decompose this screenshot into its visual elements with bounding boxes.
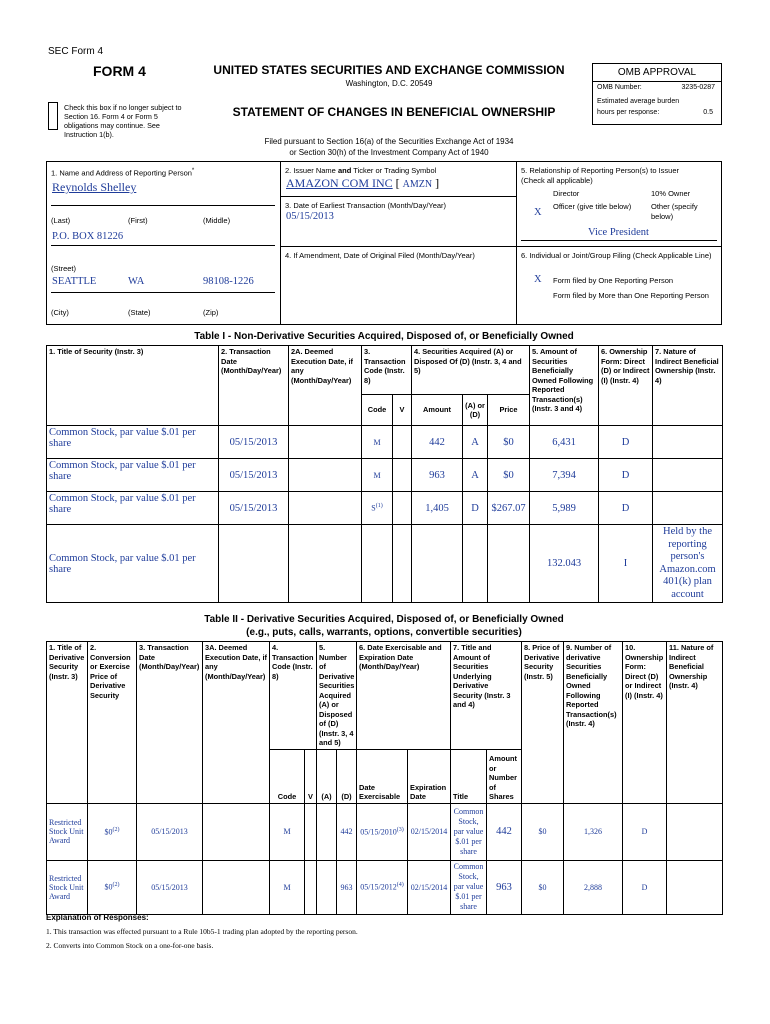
- nature-of-ownership: Held by the reporting person's Amazon.com 401(k) plan account: [653, 525, 723, 603]
- ownership-form: D: [623, 860, 667, 914]
- owned: 132.043: [530, 525, 599, 603]
- officer-title: Vice President: [588, 227, 649, 238]
- footnote-ref[interactable]: (1): [375, 503, 383, 510]
- explanation-title: Explanation of Responses:: [46, 913, 149, 922]
- transaction-date: 05/15/2013: [219, 426, 289, 459]
- omb-approval-box: [592, 63, 722, 125]
- omb-number-label: OMB Number:: [597, 84, 642, 91]
- conversion-price: $0$^{(2)}$: [88, 803, 137, 860]
- box5-label: 5. Relationship of Reporting Person(s) to Issuer (Check all applicable): [521, 166, 679, 185]
- agency-city: Washington, D.C. 20549: [345, 79, 433, 88]
- t2-h1: 1. Title of Derivative Security (Instr. 3): [47, 642, 88, 804]
- t2-h6: 6. Date Exercisable and Expiration Date (Month/Day/Year): [357, 642, 451, 750]
- t1-h7: 7. Nature of Indirect Beneficial Ownership (Instr. 4): [653, 346, 723, 426]
- derivative-title: Restricted Stock Unit Award: [47, 860, 88, 914]
- derivative-price: $0: [522, 860, 564, 914]
- a-or-d: A: [463, 459, 488, 492]
- t1-amount: Amount: [412, 395, 463, 426]
- expiration-date: 02/15/2014: [408, 860, 451, 914]
- derivative-price: $0: [522, 803, 564, 860]
- earliest-transaction-date: 05/15/2013: [286, 211, 334, 222]
- owned: 1,326: [564, 803, 623, 860]
- t1-aord: (A) or (D): [463, 395, 488, 426]
- transaction-date: 05/15/2013: [137, 860, 203, 914]
- conversion-price: $0$^{(2)}$: [88, 860, 137, 914]
- t2-h8: 8. Price of Derivative Security (Instr. 5): [522, 642, 564, 804]
- disposed-amount: 963: [337, 860, 357, 914]
- more-persons-label: Form filed by More than One Reporting Person: [553, 291, 709, 300]
- zip-value: 98108-1226: [203, 276, 254, 287]
- omb-number: 3235-0287: [681, 84, 715, 91]
- underlying-shares: 442: [487, 803, 522, 860]
- t1-price: Price: [488, 395, 530, 426]
- t1-v: V: [393, 395, 412, 426]
- t2-h2: 2. Conversion or Exercise Price of Derivative Security: [88, 642, 137, 804]
- hours-value: 0.5: [703, 109, 713, 116]
- t1-h1: 1. Title of Security (Instr. 3): [47, 346, 219, 426]
- t2-d: (D): [337, 749, 357, 803]
- security-title: Common Stock, par value $.01 per share: [47, 492, 219, 525]
- first-label: (First): [128, 216, 148, 225]
- ownership-form: D: [599, 426, 653, 459]
- address-value: P.O. BOX 81226: [52, 231, 124, 242]
- checkbox-text: Check this box if no longer subject to Section 16. Form 4 or Form 5 obligations may continue. See Instruction 1(b).: [64, 103, 182, 139]
- table-row: [47, 803, 723, 860]
- table-row: [47, 492, 723, 525]
- box3-label: 3. Date of Earliest Transaction (Month/Day/Year): [285, 201, 447, 210]
- t2-h3: 3. Transaction Date (Month/Day/Year): [137, 642, 203, 804]
- table2: [46, 641, 723, 915]
- a-or-d: D: [463, 492, 488, 525]
- t1-h2a: 2A. Deemed Execution Date, if any (Month/Day/Year): [289, 346, 362, 426]
- transaction-date: 05/15/2013: [219, 459, 289, 492]
- state-label: (State): [128, 308, 151, 317]
- ten-percent-owner-label: 10% Owner: [651, 189, 691, 198]
- expiration-date: 02/15/2014: [408, 803, 451, 860]
- table-row: [47, 459, 723, 492]
- sec-form-label: SEC Form 4: [48, 46, 104, 57]
- burden-label: Estimated average burden: [597, 98, 680, 105]
- transaction-code: M: [270, 803, 305, 860]
- one-person-label: Form filed by One Reporting Person: [553, 276, 674, 285]
- city-label: (City): [51, 308, 69, 317]
- hours-label: hours per response:: [597, 109, 660, 116]
- statement-title: STATEMENT OF CHANGES IN BENEFICIAL OWNERSHIP: [232, 105, 556, 119]
- table1: [46, 345, 723, 603]
- amount: 1,405: [412, 492, 463, 525]
- t2-h7: 7. Title and Amount of Securities Underlying Derivative Security (Instr. 3 and 4): [451, 642, 522, 750]
- transaction-date: 05/15/2013: [219, 492, 289, 525]
- underlying-title: Common Stock, par value $.01 per share: [451, 860, 487, 914]
- ownership-form: I: [599, 525, 653, 603]
- footnote-ref[interactable]: (2): [112, 882, 120, 889]
- price: $267.07: [488, 492, 530, 525]
- t2-h5: 5. Number of Derivative Securities Acquired (A) or Disposed of (D) (Instr. 3, 4 and 5): [317, 642, 357, 750]
- transaction-code: M: [362, 426, 393, 459]
- t2-h3a: 3A. Deemed Execution Date, if any (Month/Day/Year): [203, 642, 270, 804]
- t2-h4: 4. Transaction Code (Instr. 8): [270, 642, 317, 750]
- t2-code: Code: [270, 749, 305, 803]
- t2-v: V: [305, 749, 317, 803]
- security-title: Common Stock, par value $.01 per share: [47, 525, 219, 603]
- box4-label: 4. If Amendment, Date of Original Filed (Month/Day/Year): [285, 251, 475, 260]
- security-title: Common Stock, par value $.01 per share: [47, 426, 219, 459]
- box1-label: 1. Name and Address of Reporting Person*: [51, 168, 195, 178]
- price: $0: [488, 459, 530, 492]
- box6-label: 6. Individual or Joint/Group Filing (Check Applicable Line): [521, 251, 712, 260]
- reporting-person-name[interactable]: Reynolds Shelley: [52, 180, 137, 194]
- officer-label: Officer (give title below): [553, 202, 632, 211]
- t1-h5: 5. Amount of Securities Beneficially Owned Following Reported Transaction(s) (Instr. 3 and 4): [530, 346, 599, 426]
- officer-check-mark[interactable]: X: [534, 207, 542, 218]
- t2-h9: 9. Number of derivative Securities Beneficially Owned Following Reported Transaction(s) (Instr. 4): [564, 642, 623, 804]
- owned: 7,394: [530, 459, 599, 492]
- transaction-date: 05/15/2013: [137, 803, 203, 860]
- director-label: Director: [553, 189, 580, 198]
- t1-h2: 2. Transaction Date (Month/Day/Year): [219, 346, 289, 426]
- one-person-check-mark[interactable]: X: [534, 274, 542, 285]
- transaction-code: M: [362, 459, 393, 492]
- footnote-1: 1. This transaction was effected pursuant to a Rule 10b5-1 trading plan adopted by the reporting person.: [46, 927, 358, 936]
- t2-h10: 10. Ownership Form: Direct (D) or Indirect (I) (Instr. 4): [623, 642, 667, 804]
- filed-pursuant: Filed pursuant to Section 16(a) of the Securities Exchange Act of 1934 or Section 30(h) of the Investment Company Act of 1940: [264, 137, 514, 157]
- t2-title: Title: [451, 749, 487, 803]
- security-title: Common Stock, par value $.01 per share: [47, 459, 219, 492]
- ownership-form: D: [623, 803, 667, 860]
- date-exercisable: 05/15/2010$^{(3)}$: [357, 803, 408, 860]
- issuer-name[interactable]: AMAZON COM INC [ AMZN ]: [286, 176, 440, 190]
- owned: 2,888: [564, 860, 623, 914]
- t2-amount-shares: Amount or Number of Shares: [487, 749, 522, 803]
- form-title: FORM 4: [93, 63, 146, 79]
- t2-expiration: Expiration Date: [408, 749, 451, 803]
- zip-label: (Zip): [203, 308, 219, 317]
- table-row: [47, 860, 723, 914]
- amount: 963: [412, 459, 463, 492]
- omb-title: OMB APPROVAL: [593, 64, 721, 82]
- underlying-shares: 963: [487, 860, 522, 914]
- t2-date-exercisable: Date Exercisable: [357, 749, 408, 803]
- last-label: (Last): [51, 216, 71, 225]
- table2-title: Table II - Derivative Securities Acquired, Disposed of, or Beneficially Owned (e.g., puts, calls, warrants, options, convertible securities): [204, 614, 564, 638]
- price: $0: [488, 426, 530, 459]
- other-label: Other (specify below): [651, 202, 698, 221]
- derivative-title: Restricted Stock Unit Award: [47, 803, 88, 860]
- ownership-form: D: [599, 459, 653, 492]
- owned: 5,989: [530, 492, 599, 525]
- amount: 442: [412, 426, 463, 459]
- a-or-d: A: [463, 426, 488, 459]
- t1-code: Code: [362, 395, 393, 426]
- table-row: [47, 525, 723, 603]
- transaction-code: M: [270, 860, 305, 914]
- footnote-2: 2. Converts into Common Stock on a one-for-one basis.: [46, 941, 214, 950]
- disposed-amount: 442: [337, 803, 357, 860]
- footnote-ref[interactable]: (3): [396, 826, 404, 833]
- t2-a: (A): [317, 749, 337, 803]
- ownership-form: D: [599, 492, 653, 525]
- t1-h6: 6. Ownership Form: Direct (D) or Indirect (I) (Instr. 4): [599, 346, 653, 426]
- city-value: SEATTLE: [52, 276, 97, 287]
- agency-title: UNITED STATES SECURITIES AND EXCHANGE COMMISSION: [213, 63, 565, 77]
- transaction-code: $S^{(1)}$: [362, 492, 393, 525]
- street-label: (Street): [51, 264, 77, 273]
- no-longer-subject-checkbox[interactable]: [48, 102, 58, 130]
- table-row: [47, 426, 723, 459]
- t1-h3: 3. Transaction Code (Instr. 8): [362, 346, 412, 395]
- date-exercisable: 05/15/2012$^{(4)}$: [357, 860, 408, 914]
- state-value: WA: [128, 276, 145, 287]
- footnote-ref[interactable]: (4): [396, 882, 404, 889]
- table1-title: Table I - Non-Derivative Securities Acquired, Disposed of, or Beneficially Owned: [194, 331, 574, 342]
- middle-label: (Middle): [203, 216, 231, 225]
- owned: 6,431: [530, 426, 599, 459]
- box2-label: 2. Issuer Name and Ticker or Trading Symbol: [285, 166, 437, 175]
- footnote-ref[interactable]: (2): [112, 826, 120, 833]
- underlying-title: Common Stock, par value $.01 per share: [451, 803, 487, 860]
- t1-h4: 4. Securities Acquired (A) or Disposed Of (D) (Instr. 3, 4 and 5): [412, 346, 530, 395]
- t2-h11: 11. Nature of Indirect Beneficial Ownership (Instr. 4): [667, 642, 723, 804]
